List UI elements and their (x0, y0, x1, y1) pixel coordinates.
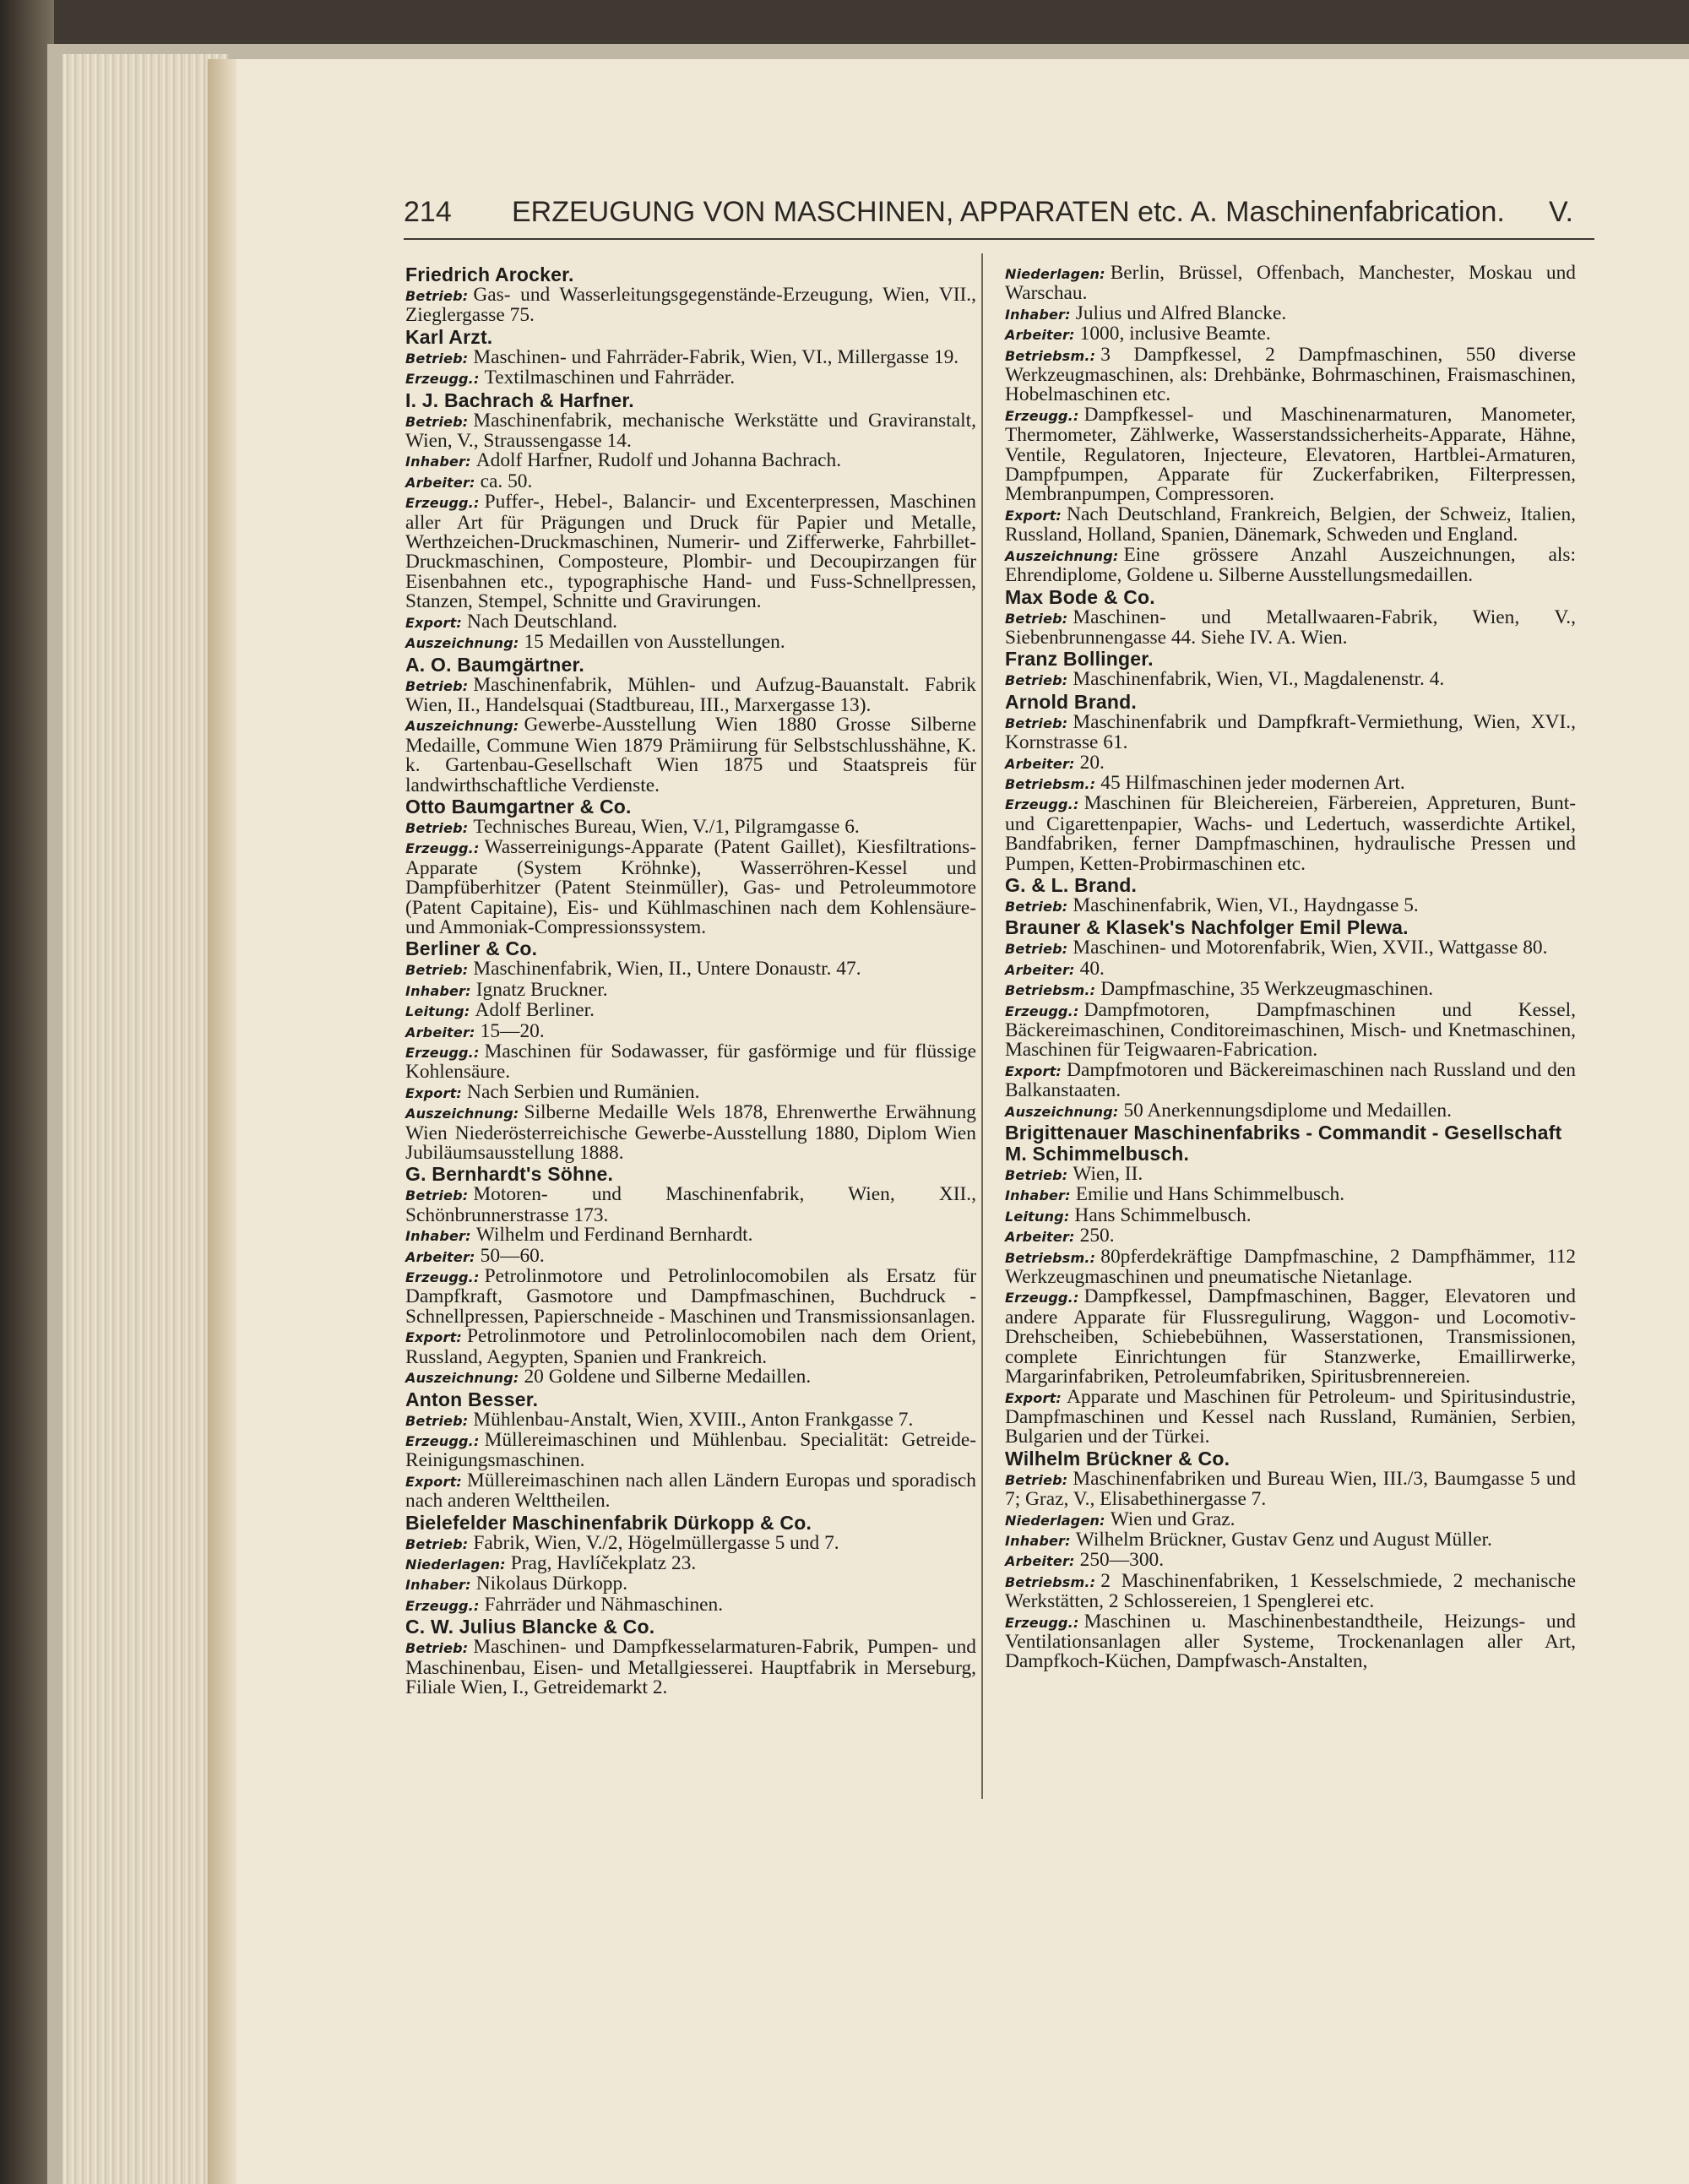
field-text: Motoren- und Maschinenfabrik, Wien, XII., Schönbrunnerstrasse 173. (405, 1183, 976, 1226)
entry-field (405, 1019, 976, 1042)
field-text: Apparate und Maschinen für Petroleum- und Spiritusindustrie, Dampfmaschinen und Kessel nach Russland, Rumänien, Serbien, Bulgarien und der Türkei. (1005, 1385, 1576, 1448)
field-label: Auszeichnung: (405, 718, 519, 735)
field-label: Erzeugg.: (405, 840, 480, 857)
field-label: Erzeugg.: (405, 1045, 480, 1061)
field-label: Betrieb: (405, 288, 469, 304)
entry-field (1005, 753, 1576, 774)
field-label: Erzeugg.: (1005, 1614, 1079, 1631)
entry-field (1005, 324, 1576, 345)
field-label: Export: (405, 614, 463, 631)
field-text: Dampfmotoren und Bäckereimaschinen nach Russland und den Balkanstaaten. (1005, 1058, 1576, 1102)
field-label: Arbeiter: (1005, 755, 1075, 772)
field-label: Inhaber: (1005, 306, 1071, 323)
entry-field (1005, 998, 1576, 1062)
entry-field (405, 633, 976, 653)
field-label: Erzeugg.: (1005, 796, 1079, 813)
entry-field (1005, 608, 1576, 649)
entry-field (1005, 959, 1576, 980)
entry-field (1005, 670, 1576, 690)
entry-field (405, 1327, 976, 1367)
field-label: Arbeiter: (1005, 1553, 1075, 1570)
company-name: Arnold Brand. (1005, 690, 1137, 713)
running-head (404, 196, 1594, 238)
field-label: Inhaber: (405, 454, 471, 470)
field-label: Betrieb: (1005, 714, 1068, 731)
field-label: Erzeugg.: (405, 1269, 480, 1286)
field-text: 15—20. (480, 1019, 545, 1042)
field-label: Betriebsm.: (1005, 982, 1096, 999)
entry-field (405, 368, 976, 388)
field-text: Prag, Havlíčekplatz 23. (510, 1551, 697, 1574)
company-name: Brauner & Klasek's Nachfolger Emil Plewa. (1005, 916, 1409, 939)
directory-entry (1005, 917, 1576, 1122)
entry-field (1005, 938, 1576, 959)
field-text: Ignatz Bruckner. (475, 978, 608, 1001)
field-text: Eine grössere Anzahl Auszeichnungen, als: Ehrendiplome, Goldene u. Silberne Ausstellungsmedaillen. (1005, 543, 1576, 587)
directory-entry (405, 1389, 976, 1512)
field-text: Mühlenbau-Anstalt, Wien, XVIII., Anton Frankgasse 7. (473, 1408, 914, 1431)
field-label: Niederlagen: (1005, 266, 1105, 282)
field-label: Auszeichnung: (405, 1370, 519, 1387)
entry-field (1005, 1058, 1576, 1102)
field-label: Erzeugg.: (405, 1432, 480, 1449)
entry-field (1005, 896, 1576, 916)
field-text: Maschinen- und Dampfkesselarmaturen-Fabrik, Pumpen- und Maschinenbau, Eisen- und Metallgiesserei. Hauptfabrik in Merseburg, Filiale Wien, I., Getreidemarkt 2. (405, 1636, 976, 1698)
entry-field (1005, 1287, 1576, 1387)
field-text: Maschinenfabrik, Wien, VI., Magdalenenstr. 4. (1073, 668, 1445, 691)
field-text: Petrolinmotore und Petrolinlocomobilen als Ersatz für Dampfkraft, Gasmotore und Dampfmaschinen, Buchdruck - Schnellpressen, Papierschneide - Maschinen und Transmissionsanlagen. (405, 1265, 976, 1328)
field-text: Maschinen- und Metallwaaren-Fabrik, Wien, V., Siebenbrunnengasse 44. Siehe IV. A. Wien. (1005, 606, 1576, 649)
field-text: Wasserreinigungs-Apparate (Patent Gaillet), Kiesfiltrations-Apparate (System Kröhnke), Wasserröhren-Kessel und Dampfüberhitzer (Patent Steinmüller), Gas- und Petroleummotore (Patent Capitaine), Eis- und Kühlmaschinen nach dem Kohlensäure- und Ammoniak-Compressionssystem. (405, 836, 976, 938)
directory-entry (405, 796, 976, 937)
directory-entry (405, 1164, 976, 1388)
directory-entry (405, 264, 976, 326)
directory-entry (1005, 1122, 1576, 1448)
company-name: Anton Besser. (405, 1388, 539, 1410)
entry-field (405, 1574, 976, 1595)
field-text: Dampfmotoren, Dampfmaschinen und Kessel, Bäckereimaschinen, Conditoreimaschinen, Misch- und Knetmaschinen, Maschinen für Teigwaaren-Fabrication. (1005, 998, 1576, 1062)
field-label: Inhaber: (1005, 1187, 1071, 1204)
field-text: Dampfkessel, Dampfmaschinen, Bagger, Elevatoren und andere Apparate für Flussregulirung, Waggon- und Locomotiv-Drehscheiben, Schiebebühnen, Wasserstationen, Transmissionen, complete Einrichtungen für Stanzwerke, Emaillirwerke, Margarinfabriken, Petroleumfabriken, Spiritusbrennereien. (1005, 1285, 1576, 1388)
company-name: Brigittenauer Maschinenfabriks - Commandit - Gesellschaft M. Schimmelbusch. (1005, 1122, 1562, 1165)
page-title: ERZEUGUNG VON MASCHINEN, APPARATEN etc. A. Maschinenfabrication. (512, 196, 1505, 228)
field-label: Niederlagen: (405, 1556, 506, 1573)
entry-field (1005, 505, 1576, 546)
field-text: Wien, II. (1073, 1163, 1143, 1186)
entry-field (405, 1042, 976, 1083)
entry-field (405, 1531, 976, 1554)
field-text: Silberne Medaille Wels 1878, Ehrenwerthe Erwähnung Wien Niederösterreichische Gewerbe-Ausstellung 1880, Diplom Wien Jubiläumsausstellung 1888. (405, 1101, 976, 1165)
field-text: 50—60. (480, 1244, 545, 1267)
field-text: Müllereimaschinen und Mühlenbau. Specialität: Getreide-Reinigungsmaschinen. (405, 1428, 976, 1472)
field-text: Maschinenfabrik, Mühlen- und Aufzug-Bauanstalt. Fabrik Wien, II., Handelsquai (Stadtbureau, III., Marxergasse 13). (405, 673, 976, 716)
directory-entry (1005, 692, 1576, 874)
field-label: Niederlagen: (1005, 1512, 1105, 1529)
company-name: G. Bernhardt's Söhne. (405, 1163, 614, 1186)
company-name: Friedrich Arocker. (405, 263, 574, 285)
entry-field (1005, 1569, 1576, 1613)
field-text: Maschinen u. Maschinenbestandtheile, Heizungs- und Ventilationsanlagen aller Systeme, Trockenanlagen aller Art, Dampfkoch-Küchen, Dampfwasch-Anstalten, (1005, 1610, 1576, 1673)
field-label: Arbeiter: (405, 474, 475, 491)
field-label: Betrieb: (1005, 610, 1068, 627)
field-label: Betriebsm.: (1005, 1249, 1096, 1266)
left-column (405, 263, 976, 1698)
entry-field (1005, 345, 1576, 405)
book-spine (0, 0, 54, 2184)
field-label: Betrieb: (1005, 898, 1068, 915)
entry-field (405, 411, 976, 452)
field-text: Maschinen für Sodawasser, für gasförmige und für flüssige Kohlensäure. (405, 1040, 976, 1084)
entry-field (405, 673, 976, 716)
field-text: Nach Deutschland. (467, 610, 618, 633)
column-divider (981, 253, 983, 1799)
page-number: 214 (404, 196, 452, 228)
entry-field (405, 715, 976, 796)
field-text: Hans Schimmelbusch. (1074, 1203, 1252, 1226)
entry-field (405, 1551, 976, 1574)
entry-field (1005, 1226, 1576, 1247)
field-text: Maschinen für Bleichereien, Färbereien, Appreturen, Bunt- und Cigarettenpapier, Wachs- und Ledertuch, wasserdichte Artikel, Bandfabriken, ferner Dampfmaschinen, hydraulische Pressen und Pumpen, Ketten-Probirmaschinen etc. (1005, 792, 1576, 875)
field-label: Erzeugg.: (405, 495, 480, 512)
field-label: Leitung: (1005, 1208, 1070, 1225)
section-marker: V. (1549, 196, 1574, 228)
field-label: Betrieb: (405, 1412, 469, 1429)
entry-field (1005, 980, 1576, 1000)
field-text: Maschinen- und Motorenfabrik, Wien, XVII., Wattgasse 80. (1073, 937, 1548, 959)
directory-entry (405, 655, 976, 796)
entry-field (405, 451, 976, 471)
field-text: Wien und Graz. (1110, 1508, 1236, 1530)
company-name: Otto Baumgartner & Co. (405, 795, 632, 818)
page-gutter (208, 59, 236, 2184)
entry-field (1005, 263, 1576, 304)
field-label: Betrieb: (405, 677, 469, 694)
directory-entry (405, 390, 976, 654)
entry-field (405, 472, 976, 492)
field-text: Wilhelm Brückner, Gustav Genz und August Müller. (1075, 1528, 1492, 1551)
field-text: Maschinenfabrik, Wien, II., Untere Donaustr. 47. (473, 958, 861, 981)
directory-entry (1005, 263, 1576, 586)
entry-field (405, 1103, 976, 1163)
entry-field (405, 1185, 976, 1225)
entry-field (1005, 1185, 1576, 1205)
field-text: 80pferdekräftige Dampfmaschine, 2 Dampfhämmer, 112 Werkzeugmaschinen und pneumatische Nietanlage. (1005, 1245, 1576, 1289)
field-label: Export: (405, 1329, 463, 1346)
company-name: Bielefelder Maschinenfabrik Dürkopp & Co. (405, 1511, 812, 1534)
entry-field (405, 815, 976, 838)
entry-field (405, 1001, 976, 1021)
entry-field (405, 838, 976, 937)
entry-field (1005, 1203, 1576, 1226)
field-text: 15 Medaillen von Ausstellungen. (524, 631, 785, 654)
field-text: 250. (1079, 1225, 1115, 1247)
field-text: Müllereimaschinen nach allen Ländern Europas und sporadisch nach anderen Welttheilen. (405, 1469, 976, 1513)
entry-field (405, 285, 976, 326)
field-text: Wilhelm und Ferdinand Bernhardt. (475, 1224, 753, 1247)
field-text: 40. (1079, 957, 1105, 980)
company-name: A. O. Baumgärtner. (405, 653, 584, 676)
entry-field (1005, 304, 1576, 324)
entry-field (405, 1225, 976, 1246)
entry-field (1005, 1510, 1576, 1530)
field-text: 1000, inclusive Beamte. (1079, 323, 1271, 345)
entry-field (1005, 771, 1576, 794)
field-text: Emilie und Hans Schimmelbusch. (1075, 1183, 1345, 1206)
entry-field (405, 1410, 976, 1431)
field-label: Arbeiter: (1005, 1229, 1075, 1246)
field-text: Nikolaus Dürkopp. (475, 1573, 628, 1595)
entry-field (405, 1244, 976, 1267)
field-label: Betrieb: (405, 962, 469, 979)
field-text: Fabrik, Wien, V./2, Högelmüllergasse 5 und 7. (473, 1531, 839, 1554)
directory-entry (405, 1616, 976, 1698)
field-text: Maschinenfabriken und Bureau Wien, III./3, Baumgasse 5 und 7; Graz, V., Elisabethinergasse 7. (1005, 1467, 1576, 1511)
field-text: Adolf Harfner, Rudolf und Johanna Bachrach. (475, 449, 842, 472)
entry-field (1005, 710, 1576, 754)
field-text: Maschinen- und Fahrräder-Fabrik, Wien, VI., Millergasse 19. (473, 345, 959, 368)
entry-field (1005, 1612, 1576, 1672)
entry-field (1005, 1530, 1576, 1551)
directory-entry (1005, 875, 1576, 916)
field-label: Auszeichnung: (405, 1106, 519, 1122)
entry-field (405, 612, 976, 633)
directory-entry (405, 1513, 976, 1616)
field-label: Betrieb: (405, 1535, 469, 1552)
entry-field (405, 1267, 976, 1327)
field-label: Arbeiter: (1005, 327, 1075, 344)
field-text: Nach Deutschland, Frankreich, Belgien, der Schweiz, Italien, Russland, Holland, Spanien, Dänemark, Schweden und England. (1005, 503, 1576, 546)
entry-field (405, 1428, 976, 1472)
field-label: Betrieb: (405, 350, 469, 367)
field-text: Adolf Berliner. (475, 999, 595, 1022)
directory-entry (1005, 649, 1576, 690)
field-label: Auszeichnung: (1005, 1103, 1119, 1120)
field-text: Textilmaschinen und Fahrräder. (484, 367, 736, 389)
field-label: Inhaber: (405, 1228, 471, 1245)
field-text: Nach Serbien und Rumänien. (467, 1080, 700, 1103)
entry-field (1005, 794, 1576, 874)
company-name: Karl Arzt. (405, 325, 493, 348)
entry-field (1005, 1247, 1576, 1288)
entry-field (1005, 1101, 1576, 1122)
field-label: Export: (1005, 1389, 1062, 1406)
field-text: 20 Goldene und Silberne Medaillen. (524, 1366, 812, 1388)
field-label: Arbeiter: (405, 1024, 475, 1040)
field-text: Julius und Alfred Blancke. (1075, 302, 1287, 324)
field-label: Betrieb: (405, 1640, 469, 1657)
field-label: Betrieb: (405, 413, 469, 430)
field-label: Export: (405, 1084, 463, 1101)
field-text: Maschinenfabrik, Wien, VI., Haydngasse 5. (1073, 894, 1419, 916)
field-text: 50 Anerkennungsdiplome und Medaillen. (1123, 1099, 1452, 1122)
entry-field (1005, 405, 1576, 505)
field-label: Betrieb: (1005, 1167, 1068, 1184)
field-label: Arbeiter: (1005, 961, 1075, 978)
field-label: Betriebsm.: (1005, 347, 1096, 364)
entry-field (1005, 1551, 1576, 1571)
company-name: C. W. Julius Blancke & Co. (405, 1616, 655, 1638)
field-label: Betrieb: (1005, 941, 1068, 958)
field-label: Export: (1005, 1062, 1062, 1079)
field-label: Betriebsm.: (1005, 775, 1096, 792)
entry-field (1005, 1467, 1576, 1511)
field-text: 3 Dampfkessel, 2 Dampfmaschinen, 550 diverse Werkzeugmaschinen, als: Drehbänke, Bohrmaschinen, Fraismaschinen, Hobelmaschinen etc. (1005, 343, 1576, 406)
company-name: Berliner & Co. (405, 937, 538, 960)
field-text: Berlin, Brüssel, Offenbach, Manchester, Moskau und Warschau. (1005, 262, 1576, 305)
entry-field (405, 1638, 976, 1698)
field-text: Dampfkessel- und Maschinenarmaturen, Manometer, Thermometer, Zählwerke, Wasserstandssicherheits-Apparate, Hähne, Ventile, Regulatoren, Injecteure, Elevatoren, Hartblei-Armaturen, Dampfpumpen, Apparate für Zuckerfabriken, Filterpressen, Membranpumpen, Compressoren. (1005, 403, 1576, 506)
field-label: Betrieb: (405, 819, 469, 836)
field-text: Fahrräder und Nähmaschinen. (484, 1593, 724, 1616)
field-label: Erzeugg.: (1005, 1290, 1079, 1307)
company-name: G. & L. Brand. (1005, 873, 1138, 896)
entry-field (405, 1367, 976, 1388)
field-label: Erzeugg.: (1005, 1002, 1079, 1019)
company-name: Franz Bollinger. (1005, 648, 1154, 671)
field-label: Betrieb: (1005, 1471, 1068, 1488)
field-label: Inhaber: (405, 982, 471, 999)
entry-field (405, 1471, 976, 1512)
field-text: Gas- und Wasserleitungsgegenstände-Erzeugung, Wien, VII., Zieglergasse 75. (405, 284, 976, 327)
entry-field (1005, 1385, 1576, 1448)
field-label: Auszeichnung: (405, 635, 519, 652)
field-label: Leitung: (405, 1003, 470, 1020)
header-rule (404, 238, 1594, 240)
directory-entry (405, 327, 976, 389)
company-name: I. J. Bachrach & Harfner. (405, 388, 634, 411)
field-label: Betrieb: (405, 1187, 469, 1204)
entry-field (1005, 543, 1576, 587)
entry-field (1005, 1165, 1576, 1185)
field-text: Technisches Bureau, Wien, V./1, Pilgramgasse 6. (473, 815, 860, 838)
entry-field (405, 492, 976, 611)
field-label: Erzeugg.: (405, 371, 480, 388)
directory-entry (1005, 587, 1576, 649)
field-label: Export: (405, 1473, 463, 1490)
company-name: Max Bode & Co. (1005, 585, 1155, 608)
field-label: Inhaber: (1005, 1532, 1071, 1549)
field-label: Inhaber: (405, 1577, 471, 1594)
entry-field (405, 1080, 976, 1103)
field-text: Puffer-, Hebel-, Balancir- und Excenterpressen, Maschinen aller Art für Prägungen und Druck für Papier und Metalle, Werthzeichen-Druckmaschinen, Numerir- und Zifferwerke, Fahrbillet-Druckmaschinen, Composteure, Plombir- und Decoupirzangen für Eisenbahnen etc., typographische Hand- und Fuss-Schnellpressen, Stanzen, Stempel, Schnitte und Gravirungen. (405, 491, 976, 613)
right-column (1005, 263, 1576, 1672)
field-label: Arbeiter: (405, 1248, 475, 1265)
entry-field (405, 959, 976, 980)
field-text: Maschinenfabrik, mechanische Werkstätte und Graviranstalt, Wien, V., Straussengasse 14. (405, 409, 976, 453)
field-label: Betriebsm.: (1005, 1573, 1096, 1590)
field-text: Petrolinmotore und Petrolinlocomobilen nach dem Orient, Russland, Aegypten, Spanien und Frankreich. (405, 1325, 976, 1368)
field-label: Erzeugg.: (1005, 407, 1079, 424)
page-edges (62, 54, 228, 2184)
entry-field (405, 345, 976, 368)
field-text: 250—300. (1079, 1549, 1165, 1572)
field-text: 45 Hilfmaschinen jeder modernen Art. (1100, 771, 1405, 794)
directory-entry (405, 938, 976, 1163)
field-label: Erzeugg.: (405, 1597, 480, 1614)
company-name: Wilhelm Brückner & Co. (1005, 1447, 1230, 1470)
field-text: 2 Maschinenfabriken, 1 Kesselschmiede, 2 mechanische Werkstätten, 2 Schlossereien, 1 Spenglerei etc. (1005, 1569, 1576, 1613)
field-text: Dampfmaschine, 35 Werkzeugmaschinen. (1100, 978, 1434, 1001)
field-text: 20. (1079, 751, 1105, 774)
field-text: Gewerbe-Ausstellung Wien 1880 Grosse Silberne Medaille, Commune Wien 1879 Prämiirung für Selbstschlusshähne, K. k. Gartenbau-Gesellschaft Wien 1875 und Staatspreis für landwirthschaftliche Verdienste. (405, 714, 976, 796)
field-label: Betrieb: (1005, 672, 1068, 689)
field-text: ca. 50. (480, 470, 533, 492)
directory-entry (1005, 1448, 1576, 1672)
entry-field (405, 1595, 976, 1616)
field-text: Maschinenfabrik und Dampfkraft-Vermiethung, Wien, XVI., Kornstrasse 61. (1005, 710, 1576, 754)
field-label: Export: (1005, 507, 1062, 524)
field-label: Auszeichnung: (1005, 547, 1119, 564)
entry-field (405, 978, 976, 1001)
